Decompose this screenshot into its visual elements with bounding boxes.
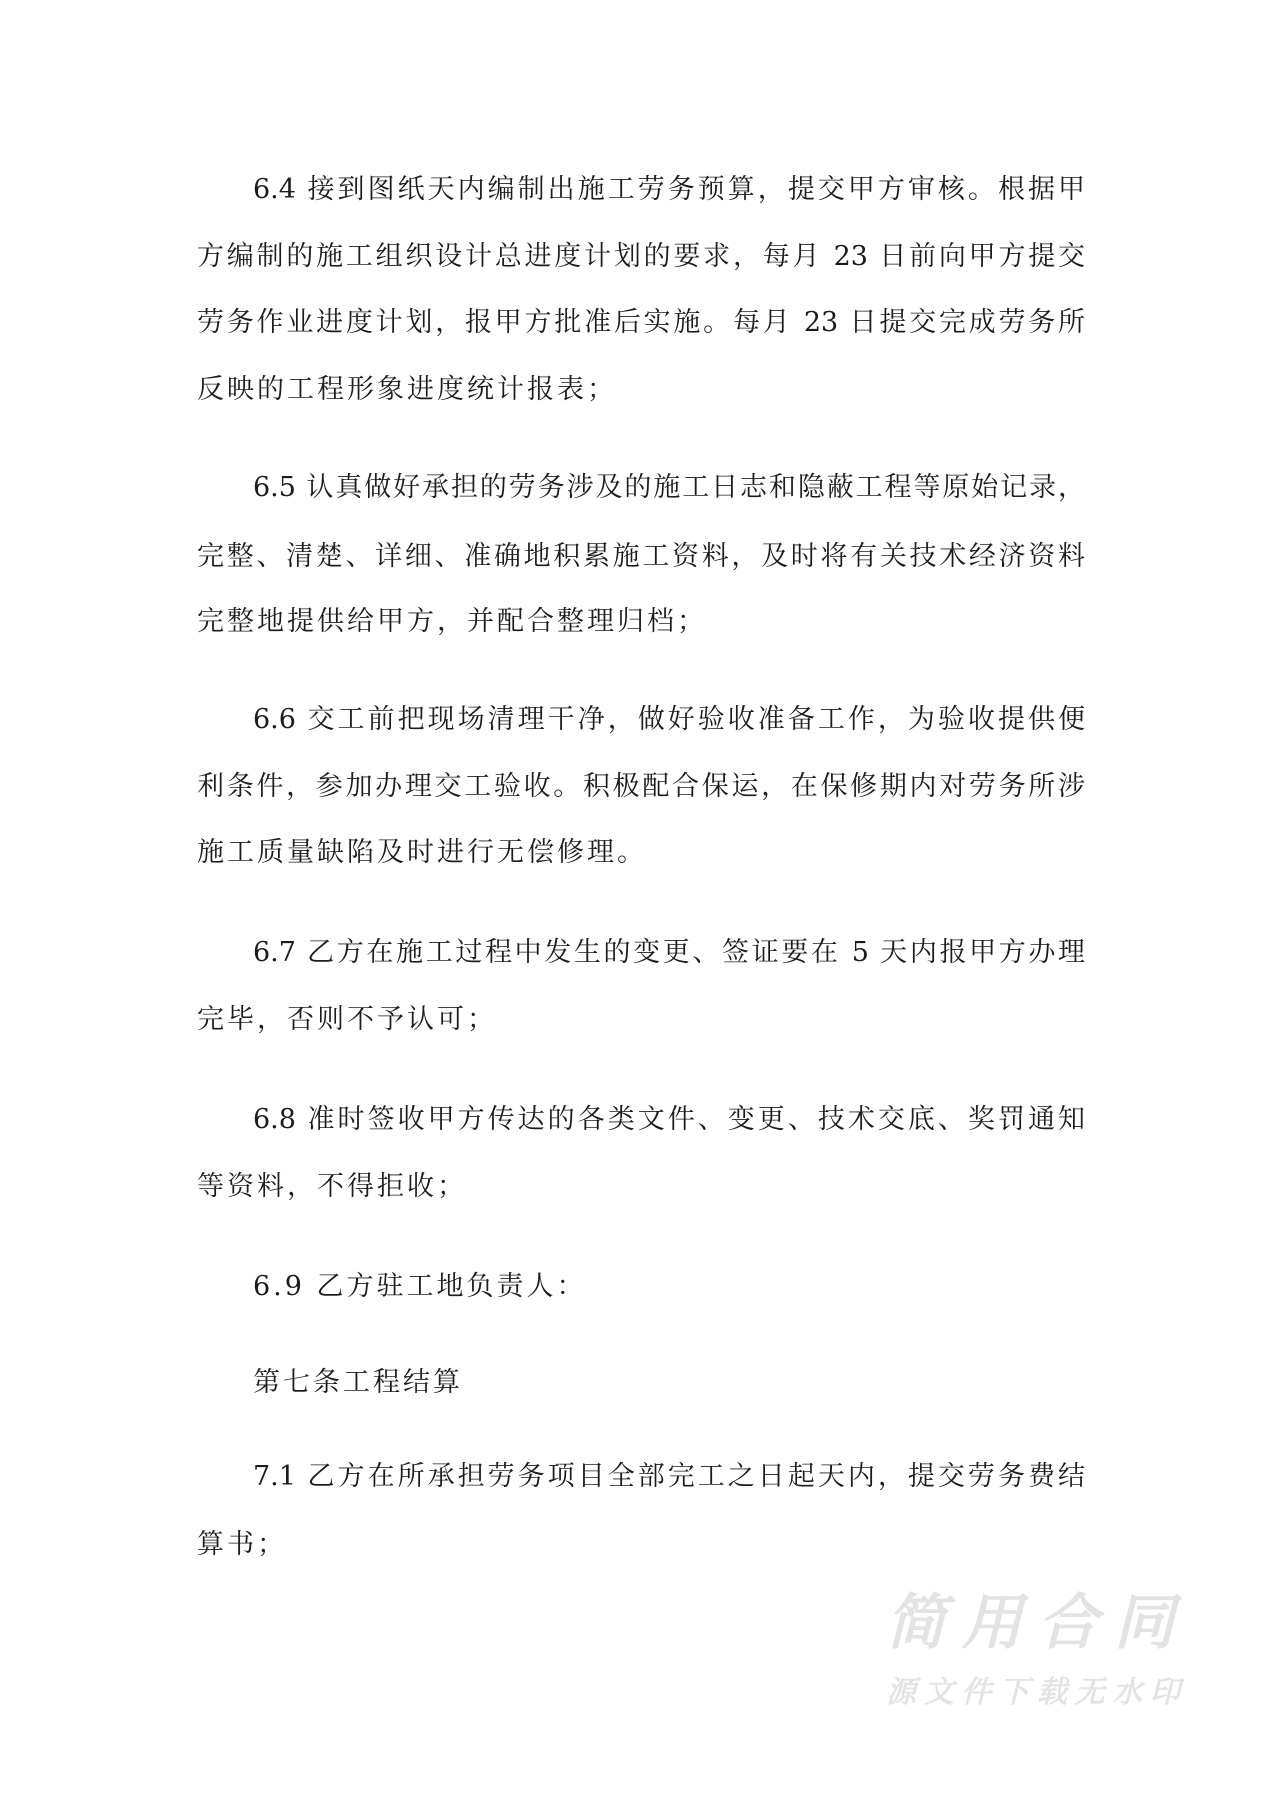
watermark <box>886 1588 1180 1710</box>
paragraph-6-6-line-2: 利条件，参加办理交工验收。积极配合保运，在保修期内对劳务所涉 <box>197 771 1085 802</box>
paragraph-6-4-line-1: 6.4 接到图纸天内编制出施工劳务预算，提交甲方审核。根据甲 <box>253 174 1085 205</box>
paragraph-6-8-line-2: 等资料，不得拒收； <box>197 1171 467 1202</box>
article-7-heading: 第七条工程结算 <box>253 1367 463 1398</box>
paragraph-6-6-line-1: 6.6 交工前把现场清理干净，做好验收准备工作，为验收提供便 <box>253 704 1085 735</box>
watermark-subtitle: 源文件下载无水印 <box>886 1675 1180 1710</box>
paragraph-7-1-line-1: 7.1 乙方在所承担劳务项目全部完工之日起天内，提交劳务费结 <box>253 1461 1085 1492</box>
paragraph-6-9-line-1: 6.9 乙方驻工地负责人： <box>253 1271 587 1302</box>
paragraph-6-5-line-3: 完整地提供给甲方，并配合整理归档； <box>197 606 707 637</box>
paragraph-6-8-line-1: 6.8 准时签收甲方传达的各类文件、变更、技术交底、奖罚通知 <box>253 1104 1085 1135</box>
paragraph-6-5-line-1: 6.5 认真做好承担的劳务涉及的施工日志和隐蔽工程等原始记录， <box>253 472 1085 503</box>
paragraph-7-1-line-2: 算书； <box>197 1529 287 1560</box>
paragraph-6-5-line-2: 完整、清楚、详细、准确地积累施工资料，及时将有关技术经济资料 <box>197 541 1085 572</box>
paragraph-6-7-line-2: 完毕，否则不予认可； <box>197 1004 497 1035</box>
paragraph-6-4-line-4: 反映的工程形象进度统计报表； <box>197 374 617 405</box>
watermark-title: 简用合同 <box>886 1588 1180 1658</box>
paragraph-6-7-line-1: 6.7 乙方在施工过程中发生的变更、签证要在 5 天内报甲方办理 <box>253 937 1085 968</box>
paragraph-6-4-line-3: 劳务作业进度计划，报甲方批准后实施。每月 23 日提交完成劳务所 <box>197 307 1085 338</box>
paragraph-6-6-line-3: 施工质量缺陷及时进行无偿修理。 <box>197 837 647 868</box>
paragraph-6-4-line-2: 方编制的施工组织设计总进度计划的要求，每月 23 日前向甲方提交 <box>197 241 1085 272</box>
